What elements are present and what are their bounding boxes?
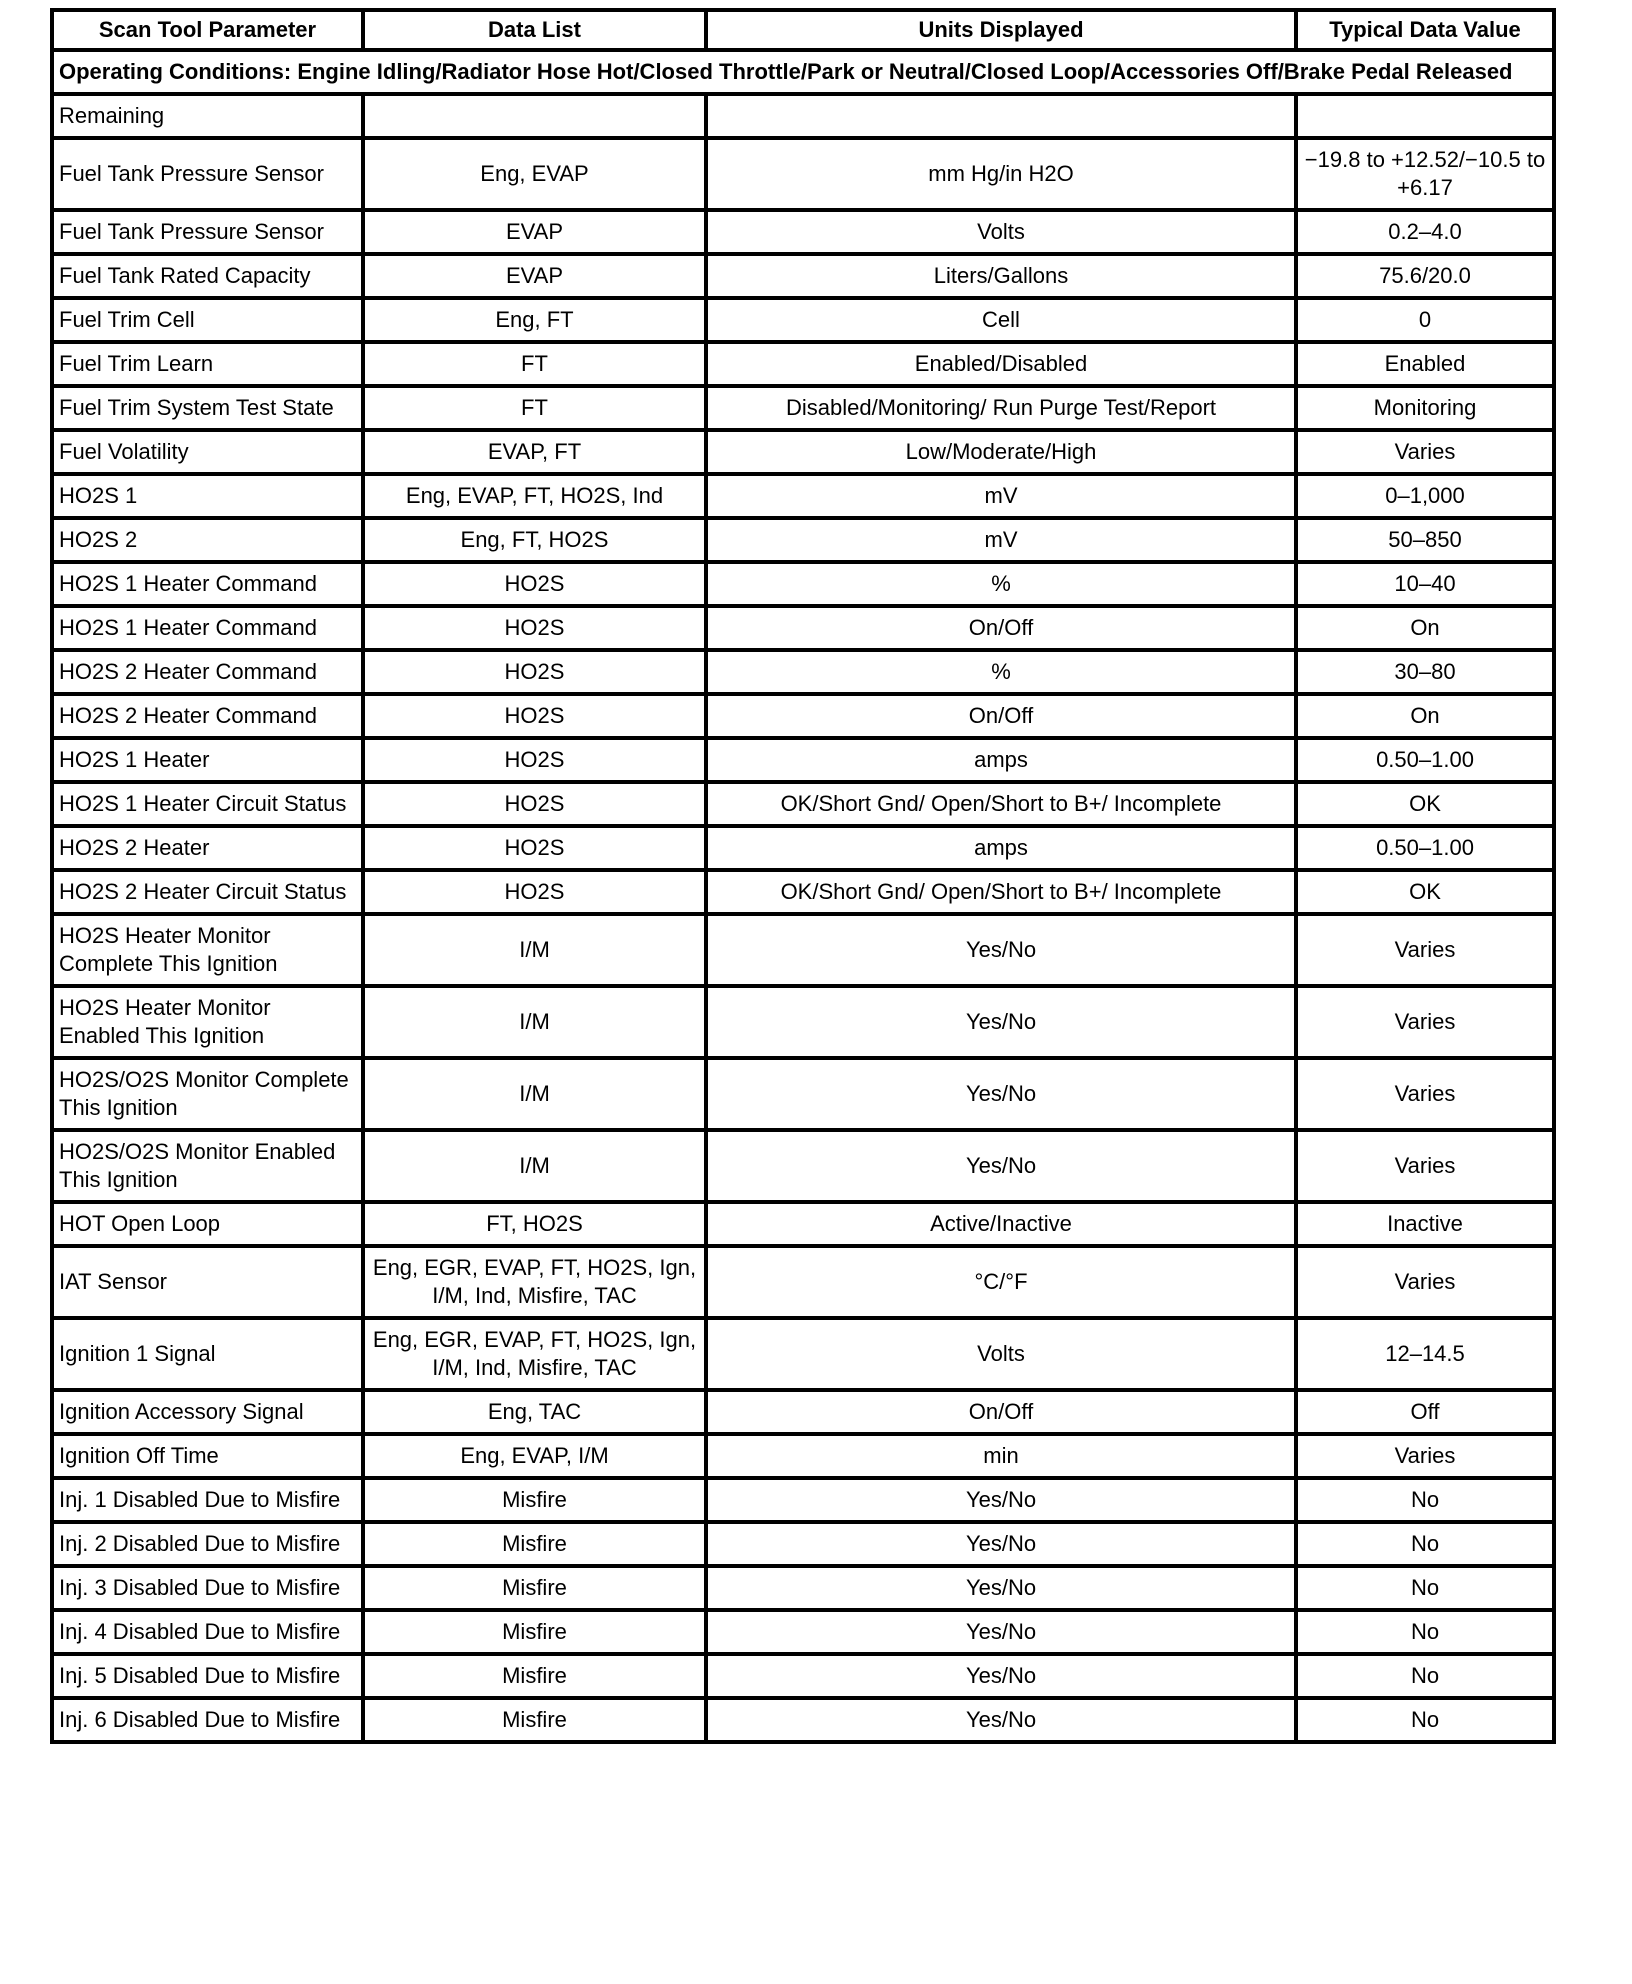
- parameter-cell: Fuel Trim Learn: [52, 342, 363, 386]
- typical-value-cell: Varies: [1296, 430, 1554, 474]
- units-cell: Disabled/Monitoring/ Run Purge Test/Report: [706, 386, 1296, 430]
- typical-value-cell: 0.50–1.00: [1296, 738, 1554, 782]
- units-cell: Yes/No: [706, 1522, 1296, 1566]
- table-row: [52, 650, 1554, 694]
- data-list-cell: Misfire: [363, 1654, 706, 1698]
- parameter-cell: HO2S 1 Heater: [52, 738, 363, 782]
- table-row: [52, 210, 1554, 254]
- typical-value-cell: No: [1296, 1698, 1554, 1742]
- typical-value-cell: No: [1296, 1478, 1554, 1522]
- parameter-cell: HO2S 2: [52, 518, 363, 562]
- parameter-cell: HO2S 1 Heater Command: [52, 606, 363, 650]
- parameter-cell: HO2S Heater Monitor Complete This Ignition: [52, 914, 363, 986]
- parameter-cell: Fuel Tank Pressure Sensor: [52, 210, 363, 254]
- table-row: [52, 1566, 1554, 1610]
- typical-value-cell: No: [1296, 1566, 1554, 1610]
- units-cell: OK/Short Gnd/ Open/Short to B+/ Incomplete: [706, 870, 1296, 914]
- table-row: [52, 1246, 1554, 1318]
- table-row: [52, 430, 1554, 474]
- units-cell: Volts: [706, 1318, 1296, 1390]
- units-cell: mm Hg/in H2O: [706, 138, 1296, 210]
- data-list-cell: FT: [363, 342, 706, 386]
- data-list-cell: HO2S: [363, 650, 706, 694]
- parameter-cell: Inj. 2 Disabled Due to Misfire: [52, 1522, 363, 1566]
- operating-conditions: Operating Conditions: Engine Idling/Radiator Hose Hot/Closed Throttle/Park or Neutral/Closed Loop/Accessories Off/Brake Pedal Released: [52, 50, 1554, 94]
- parameter-cell: HO2S 1 Heater Circuit Status: [52, 782, 363, 826]
- data-list-cell: Misfire: [363, 1522, 706, 1566]
- table-row: [52, 986, 1554, 1058]
- table-row: [52, 1058, 1554, 1130]
- parameter-cell: HOT Open Loop: [52, 1202, 363, 1246]
- typical-value-cell: 0–1,000: [1296, 474, 1554, 518]
- units-cell: Yes/No: [706, 914, 1296, 986]
- table-row: [52, 386, 1554, 430]
- parameter-cell: HO2S Heater Monitor Enabled This Ignition: [52, 986, 363, 1058]
- data-list-cell: Eng, EVAP, I/M: [363, 1434, 706, 1478]
- table-row: [52, 94, 1554, 138]
- units-cell: Active/Inactive: [706, 1202, 1296, 1246]
- units-cell: Yes/No: [706, 1058, 1296, 1130]
- table-row: [52, 606, 1554, 650]
- data-list-cell: Misfire: [363, 1698, 706, 1742]
- header-parameter: Scan Tool Parameter: [52, 10, 363, 50]
- parameter-cell: Ignition Accessory Signal: [52, 1390, 363, 1434]
- table-row: [52, 1522, 1554, 1566]
- units-cell: Enabled/Disabled: [706, 342, 1296, 386]
- typical-value-cell: Inactive: [1296, 1202, 1554, 1246]
- units-cell: Yes/No: [706, 1654, 1296, 1698]
- units-cell: Yes/No: [706, 1478, 1296, 1522]
- table-row: [52, 1434, 1554, 1478]
- typical-value-cell: Enabled: [1296, 342, 1554, 386]
- units-cell: OK/Short Gnd/ Open/Short to B+/ Incomplete: [706, 782, 1296, 826]
- units-cell: amps: [706, 738, 1296, 782]
- parameter-cell: HO2S/O2S Monitor Complete This Ignition: [52, 1058, 363, 1130]
- typical-value-cell: 0: [1296, 298, 1554, 342]
- typical-value-cell: No: [1296, 1522, 1554, 1566]
- parameter-cell: HO2S 1: [52, 474, 363, 518]
- table-row: [52, 1318, 1554, 1390]
- data-list-cell: Misfire: [363, 1478, 706, 1522]
- table-row: [52, 1202, 1554, 1246]
- units-cell: amps: [706, 826, 1296, 870]
- data-list-cell: Eng, EGR, EVAP, FT, HO2S, Ign, I/M, Ind, Misfire, TAC: [363, 1318, 706, 1390]
- parameter-cell: Inj. 4 Disabled Due to Misfire: [52, 1610, 363, 1654]
- parameter-cell: Inj. 6 Disabled Due to Misfire: [52, 1698, 363, 1742]
- units-cell: Yes/No: [706, 986, 1296, 1058]
- parameter-cell: Fuel Tank Pressure Sensor: [52, 138, 363, 210]
- parameter-cell: IAT Sensor: [52, 1246, 363, 1318]
- data-list-cell: HO2S: [363, 826, 706, 870]
- data-list-cell: I/M: [363, 914, 706, 986]
- header-units: Units Displayed: [706, 10, 1296, 50]
- parameter-cell: Inj. 3 Disabled Due to Misfire: [52, 1566, 363, 1610]
- data-list-cell: Eng, TAC: [363, 1390, 706, 1434]
- table-row: [52, 1478, 1554, 1522]
- data-list-cell: I/M: [363, 1058, 706, 1130]
- units-cell: min: [706, 1434, 1296, 1478]
- units-cell: On/Off: [706, 606, 1296, 650]
- table-row: [52, 782, 1554, 826]
- data-list-cell: Eng, FT: [363, 298, 706, 342]
- data-list-cell: HO2S: [363, 870, 706, 914]
- data-list-cell: HO2S: [363, 606, 706, 650]
- parameter-cell: Fuel Volatility: [52, 430, 363, 474]
- typical-value-cell: 30–80: [1296, 650, 1554, 694]
- table-row: [52, 254, 1554, 298]
- typical-value-cell: No: [1296, 1610, 1554, 1654]
- table-row: [52, 474, 1554, 518]
- table-row: [52, 342, 1554, 386]
- parameter-cell: HO2S 2 Heater Command: [52, 650, 363, 694]
- typical-value-cell: 0.50–1.00: [1296, 826, 1554, 870]
- data-list-cell: EVAP: [363, 254, 706, 298]
- typical-value-cell: 0.2–4.0: [1296, 210, 1554, 254]
- units-cell: Cell: [706, 298, 1296, 342]
- typical-value-cell: −19.8 to +12.52/−10.5 to +6.17: [1296, 138, 1554, 210]
- table-row: [52, 1698, 1554, 1742]
- data-list-cell: EVAP, FT: [363, 430, 706, 474]
- typical-value-cell: 50–850: [1296, 518, 1554, 562]
- data-list-cell: HO2S: [363, 738, 706, 782]
- data-list-cell: Misfire: [363, 1610, 706, 1654]
- header-row: [52, 10, 1554, 50]
- header-data-list: Data List: [363, 10, 706, 50]
- units-cell: Yes/No: [706, 1610, 1296, 1654]
- units-cell: mV: [706, 474, 1296, 518]
- units-cell: On/Off: [706, 1390, 1296, 1434]
- parameter-cell: Ignition 1 Signal: [52, 1318, 363, 1390]
- parameter-cell: HO2S 2 Heater Circuit Status: [52, 870, 363, 914]
- data-list-cell: Misfire: [363, 1566, 706, 1610]
- typical-value-cell: 10–40: [1296, 562, 1554, 606]
- data-list-cell: HO2S: [363, 562, 706, 606]
- table-row: [52, 1390, 1554, 1434]
- data-list-cell: FT: [363, 386, 706, 430]
- table-row: [52, 826, 1554, 870]
- typical-value-cell: On: [1296, 694, 1554, 738]
- units-cell: mV: [706, 518, 1296, 562]
- typical-value-cell: Varies: [1296, 1246, 1554, 1318]
- units-cell: %: [706, 650, 1296, 694]
- typical-value-cell: Varies: [1296, 986, 1554, 1058]
- parameter-cell: HO2S 2 Heater Command: [52, 694, 363, 738]
- units-cell: [706, 94, 1296, 138]
- units-cell: Yes/No: [706, 1130, 1296, 1202]
- table-row: [52, 138, 1554, 210]
- table-row: [52, 1610, 1554, 1654]
- parameter-cell: Fuel Tank Rated Capacity: [52, 254, 363, 298]
- data-list-cell: I/M: [363, 1130, 706, 1202]
- table-row: [52, 518, 1554, 562]
- table-row: [52, 694, 1554, 738]
- data-list-cell: I/M: [363, 986, 706, 1058]
- data-list-cell: Eng, EVAP, FT, HO2S, Ind: [363, 474, 706, 518]
- typical-value-cell: Varies: [1296, 1130, 1554, 1202]
- typical-value-cell: [1296, 94, 1554, 138]
- scan-tool-data-table: [50, 8, 1556, 1744]
- data-list-cell: FT, HO2S: [363, 1202, 706, 1246]
- typical-value-cell: Varies: [1296, 1434, 1554, 1478]
- units-cell: Low/Moderate/High: [706, 430, 1296, 474]
- parameter-cell: Inj. 5 Disabled Due to Misfire: [52, 1654, 363, 1698]
- typical-value-cell: 12–14.5: [1296, 1318, 1554, 1390]
- header-typical-value: Typical Data Value: [1296, 10, 1554, 50]
- operating-conditions-row: [52, 50, 1554, 94]
- typical-value-cell: Varies: [1296, 1058, 1554, 1130]
- typical-value-cell: 75.6/20.0: [1296, 254, 1554, 298]
- parameter-cell: HO2S 1 Heater Command: [52, 562, 363, 606]
- parameter-cell: Fuel Trim System Test State: [52, 386, 363, 430]
- typical-value-cell: No: [1296, 1654, 1554, 1698]
- table-row: [52, 738, 1554, 782]
- table-row: [52, 1130, 1554, 1202]
- units-cell: °C/°F: [706, 1246, 1296, 1318]
- typical-value-cell: On: [1296, 606, 1554, 650]
- table-row: [52, 914, 1554, 986]
- units-cell: On/Off: [706, 694, 1296, 738]
- typical-value-cell: Off: [1296, 1390, 1554, 1434]
- parameter-cell: Remaining: [52, 94, 363, 138]
- table-row: [52, 298, 1554, 342]
- units-cell: Yes/No: [706, 1566, 1296, 1610]
- typical-value-cell: Monitoring: [1296, 386, 1554, 430]
- units-cell: Yes/No: [706, 1698, 1296, 1742]
- data-list-cell: Eng, EVAP: [363, 138, 706, 210]
- parameter-cell: Inj. 1 Disabled Due to Misfire: [52, 1478, 363, 1522]
- parameter-cell: HO2S 2 Heater: [52, 826, 363, 870]
- typical-value-cell: OK: [1296, 782, 1554, 826]
- data-list-cell: HO2S: [363, 782, 706, 826]
- parameter-cell: Fuel Trim Cell: [52, 298, 363, 342]
- data-list-cell: Eng, EGR, EVAP, FT, HO2S, Ign, I/M, Ind, Misfire, TAC: [363, 1246, 706, 1318]
- data-list-cell: HO2S: [363, 694, 706, 738]
- typical-value-cell: OK: [1296, 870, 1554, 914]
- data-list-cell: [363, 94, 706, 138]
- units-cell: %: [706, 562, 1296, 606]
- parameter-cell: HO2S/O2S Monitor Enabled This Ignition: [52, 1130, 363, 1202]
- table-row: [52, 870, 1554, 914]
- units-cell: Volts: [706, 210, 1296, 254]
- parameter-cell: Ignition Off Time: [52, 1434, 363, 1478]
- data-list-cell: EVAP: [363, 210, 706, 254]
- data-list-cell: Eng, FT, HO2S: [363, 518, 706, 562]
- units-cell: Liters/Gallons: [706, 254, 1296, 298]
- table-row: [52, 1654, 1554, 1698]
- typical-value-cell: Varies: [1296, 914, 1554, 986]
- table-row: [52, 562, 1554, 606]
